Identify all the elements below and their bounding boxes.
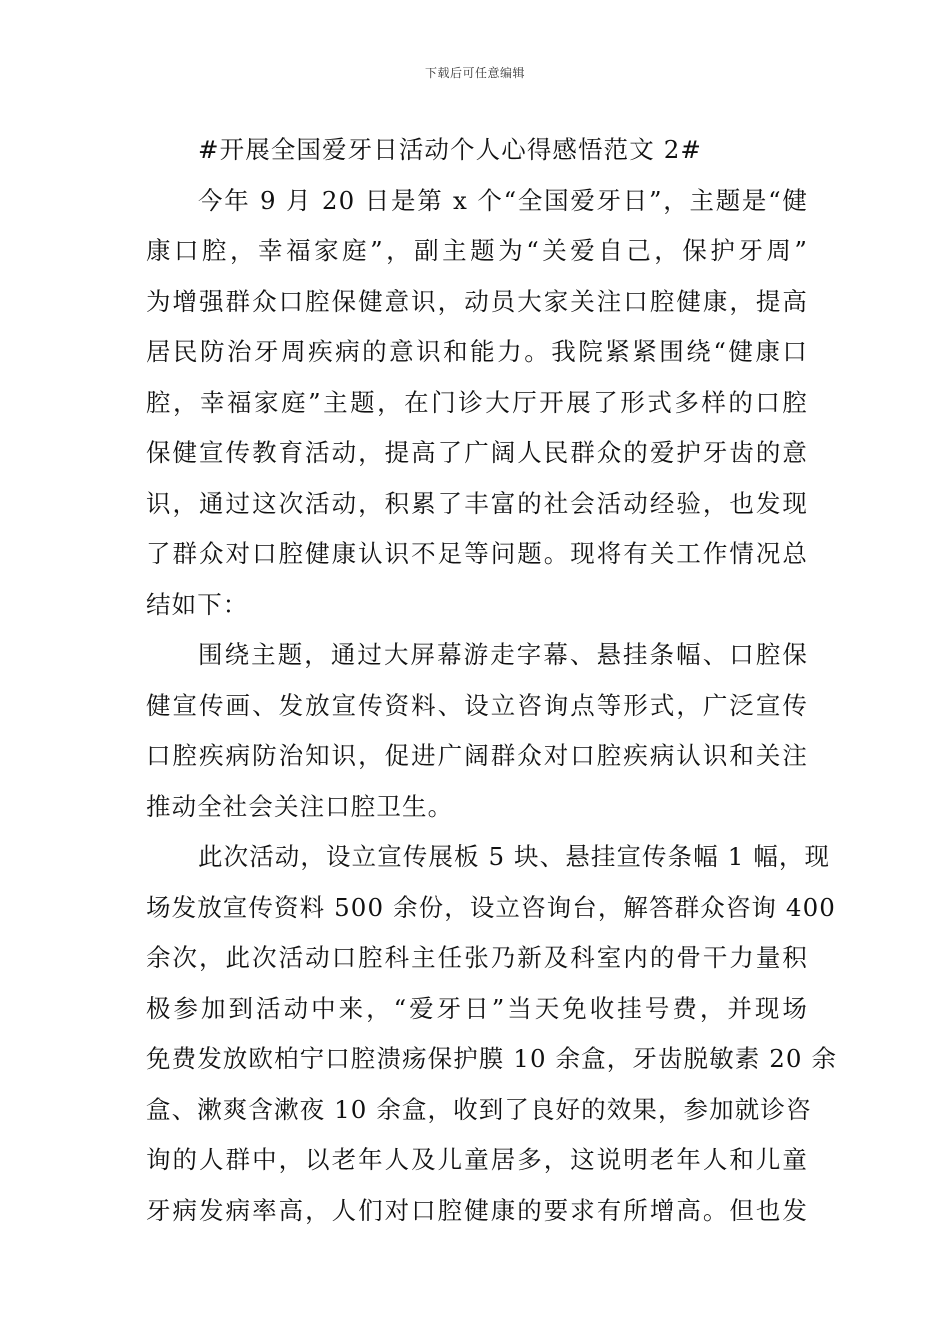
paragraph-line: 盒、漱爽含漱夜 10 余盒，收到了良好的效果，参加就诊咨 bbox=[146, 1094, 812, 1124]
paragraph-line: 今年 9 月 20 日是第 x 个“全国爱牙日”，主题是“健 bbox=[198, 185, 808, 215]
paragraph-line: 为增强群众口腔保健意识，动员大家关注口腔健康，提高 bbox=[146, 286, 808, 316]
paragraph-line: 询的人群中，以老年人及儿童居多，这说明老年人和儿童 bbox=[146, 1145, 808, 1174]
paragraph-line: 康口腔，幸福家庭”，副主题为“关爱自己，保护牙周” bbox=[146, 236, 808, 265]
paragraph-line: 牙病发病率高，人们对口腔健康的要求有所增高。但也发 bbox=[146, 1195, 808, 1225]
paragraph-line: 免费发放欧柏宁口腔溃疡保护膜 10 余盒，牙齿脱敏素 20 余 bbox=[146, 1044, 838, 1073]
paragraph-line: 极参加到活动中来，“爱牙日”当天免收挂号费，并现场 bbox=[146, 993, 808, 1023]
document-title: #开展全国爱牙日活动个人心得感悟范文 2# bbox=[198, 135, 703, 164]
paragraph-line: 结如下： bbox=[146, 589, 249, 619]
paragraph-line: 推动全社会关注口腔卫生。 bbox=[146, 791, 454, 821]
paragraph-line: 腔，幸福家庭”主题，在门诊大厅开展了形式多样的口腔 bbox=[146, 387, 808, 417]
paragraph-1 bbox=[146, 176, 808, 631]
paragraph-line: 围绕主题，通过大屏幕游走字幕、悬挂条幅、口腔保 bbox=[198, 640, 808, 669]
document-body bbox=[146, 125, 838, 1236]
paragraph-line: 健宣传画、发放宣传资料、设立咨询点等形式，广泛宣传 bbox=[146, 690, 808, 720]
paragraph-line: 了群众对口腔健康认识不足等问题。现将有关工作情况总 bbox=[146, 539, 808, 568]
paragraph-line: 口腔疾病防治知识，促进广阔群众对口腔疾病认识和关注 bbox=[146, 741, 808, 770]
paragraph-line: 居民防治牙周疾病的意识和能力。我院紧紧围绕“健康口 bbox=[146, 337, 808, 366]
paragraph-line: 余次，此次活动口腔科主任张乃新及科室内的骨干力量积 bbox=[146, 943, 808, 972]
paragraph-line: 此次活动，设立宣传展板 5 块、悬挂宣传条幅 1 幅，现 bbox=[198, 842, 831, 871]
paragraph-2 bbox=[146, 630, 808, 832]
page-header: 下载后可任意编辑 bbox=[424, 66, 525, 80]
paragraph-line: 保健宣传教育活动，提高了广阔人民群众的爱护牙齿的意 bbox=[146, 438, 808, 467]
paragraph-3 bbox=[146, 832, 838, 1236]
paragraph-line: 识，通过这次活动，积累了丰富的社会活动经验，也发现 bbox=[146, 488, 808, 518]
paragraph-line: 场发放宣传资料 500 余份，设立咨询台，解答群众咨询 400 bbox=[146, 892, 836, 922]
